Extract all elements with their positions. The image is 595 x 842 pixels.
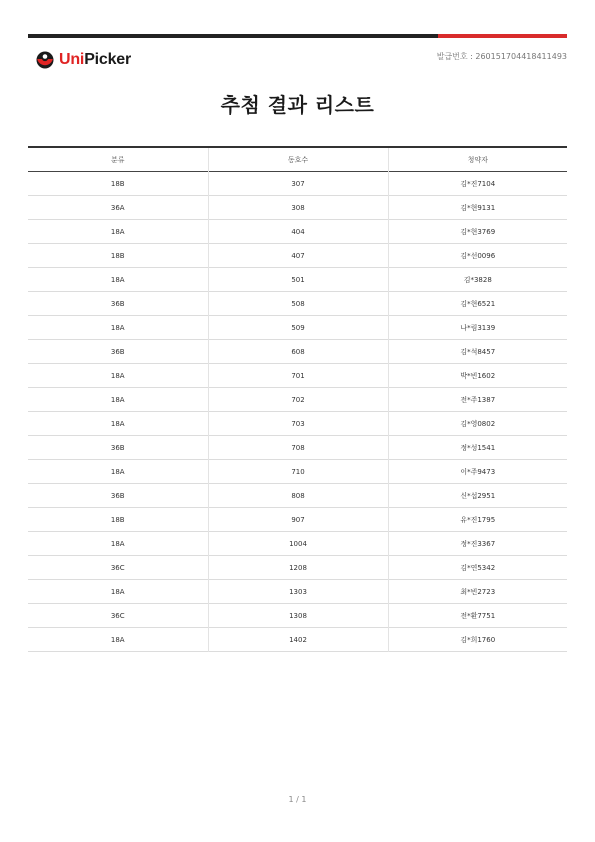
- cell-unit: 404: [208, 220, 388, 244]
- cell-unit: 708: [208, 436, 388, 460]
- cell-category: 18A: [110, 323, 125, 332]
- cell-category: 36B: [110, 347, 125, 356]
- cell-unit: 1303: [208, 580, 388, 604]
- column-header-applicant: 청약자: [388, 147, 567, 172]
- cell-unit: 710: [208, 460, 388, 484]
- table-row: [28, 532, 567, 556]
- cell-unit: 808: [208, 484, 388, 508]
- cell-category: 18A: [110, 467, 125, 476]
- cell-applicant: 김*현9131: [388, 196, 567, 220]
- cell-category: 18B: [110, 515, 125, 524]
- cell-applicant: 김*석8457: [388, 340, 567, 364]
- top-accent-bar: [28, 34, 567, 38]
- cell-applicant: 김*현6521: [388, 292, 567, 316]
- cell-category: 18A: [110, 587, 125, 596]
- table-row: [28, 364, 567, 388]
- cell-applicant: 박*빈1602: [388, 364, 567, 388]
- cell-unit: 907: [208, 508, 388, 532]
- table-row: [28, 196, 567, 220]
- unipicker-logo: [35, 48, 131, 72]
- table-row: [28, 484, 567, 508]
- table-row: [28, 556, 567, 580]
- cell-category: 18A: [110, 539, 125, 548]
- cell-category: 36C: [110, 611, 125, 620]
- cell-applicant: 정*성1541: [388, 436, 567, 460]
- top-bar-dark-segment: [28, 34, 438, 38]
- cell-applicant: 김*영0802: [388, 412, 567, 436]
- cell-unit: 608: [208, 340, 388, 364]
- cell-category: 36B: [110, 491, 125, 500]
- cell-applicant: 김*연5342: [388, 556, 567, 580]
- table-row: [28, 292, 567, 316]
- cell-unit: 501: [208, 268, 388, 292]
- cell-category: 18A: [110, 275, 125, 284]
- table-header-row: [28, 147, 567, 172]
- table-row: [28, 460, 567, 484]
- cell-category: 18A: [110, 635, 125, 644]
- cell-applicant: 나*림3139: [388, 316, 567, 340]
- cell-unit: 1402: [208, 628, 388, 652]
- issue-number: 발급번호 : 260151704418411493: [436, 52, 567, 61]
- cell-unit: 703: [208, 412, 388, 436]
- table-row: [28, 436, 567, 460]
- cell-applicant: 전*주1387: [388, 388, 567, 412]
- cell-unit: 1208: [208, 556, 388, 580]
- column-header-category: 분류: [110, 155, 125, 164]
- cell-category: 18A: [110, 419, 125, 428]
- table-row: [28, 628, 567, 652]
- cell-applicant: 김*희1760: [388, 628, 567, 652]
- cell-applicant: 전*환7751: [388, 604, 567, 628]
- top-bar-red-segment: [438, 34, 567, 38]
- table-row: [28, 268, 567, 292]
- page-title: 추첨 결과 리스트: [220, 93, 375, 117]
- table-row: [28, 388, 567, 412]
- cell-applicant: 유*진1795: [388, 508, 567, 532]
- results-table: [28, 146, 567, 652]
- table-row: [28, 508, 567, 532]
- cell-unit: 1004: [208, 532, 388, 556]
- cell-applicant: 정*진3367: [388, 532, 567, 556]
- cell-unit: 702: [208, 388, 388, 412]
- table-row: [28, 604, 567, 628]
- cell-category: 18B: [110, 251, 125, 260]
- cell-category: 18B: [110, 179, 125, 188]
- cell-category: 18A: [110, 371, 125, 380]
- cell-unit: 308: [208, 196, 388, 220]
- table-row: [28, 340, 567, 364]
- table-row: [28, 580, 567, 604]
- logo-wordmark: [59, 51, 131, 69]
- cell-category: 36C: [110, 563, 125, 572]
- cell-unit: 407: [208, 244, 388, 268]
- cell-unit: 1308: [208, 604, 388, 628]
- cell-unit: 509: [208, 316, 388, 340]
- page-number: 1 / 1: [288, 795, 307, 804]
- cell-unit: 307: [208, 172, 388, 196]
- table-row: [28, 220, 567, 244]
- cell-category: 36A: [110, 203, 125, 212]
- cell-category: 18A: [110, 227, 125, 236]
- cell-applicant: 김*3828: [388, 268, 567, 292]
- cell-applicant: 김*진7104: [388, 172, 567, 196]
- cell-applicant: 김*현3769: [388, 220, 567, 244]
- unipicker-logo-icon: [35, 50, 55, 70]
- table-row: [28, 172, 567, 196]
- cell-applicant: 이*주9473: [388, 460, 567, 484]
- cell-category: 36B: [110, 299, 125, 308]
- table-row: [28, 412, 567, 436]
- logo-word-uni: Uni: [59, 51, 85, 68]
- cell-unit: 508: [208, 292, 388, 316]
- cell-applicant: 최*빈2723: [388, 580, 567, 604]
- cell-unit: 701: [208, 364, 388, 388]
- cell-applicant: 신*섭2951: [388, 484, 567, 508]
- column-header-unit: 동호수: [208, 147, 388, 172]
- cell-category: 36B: [110, 443, 125, 452]
- table-row: [28, 316, 567, 340]
- logo-word-picker: Picker: [84, 51, 132, 68]
- cell-category: 18A: [110, 395, 125, 404]
- table-row: [28, 244, 567, 268]
- cell-applicant: 김*선0096: [388, 244, 567, 268]
